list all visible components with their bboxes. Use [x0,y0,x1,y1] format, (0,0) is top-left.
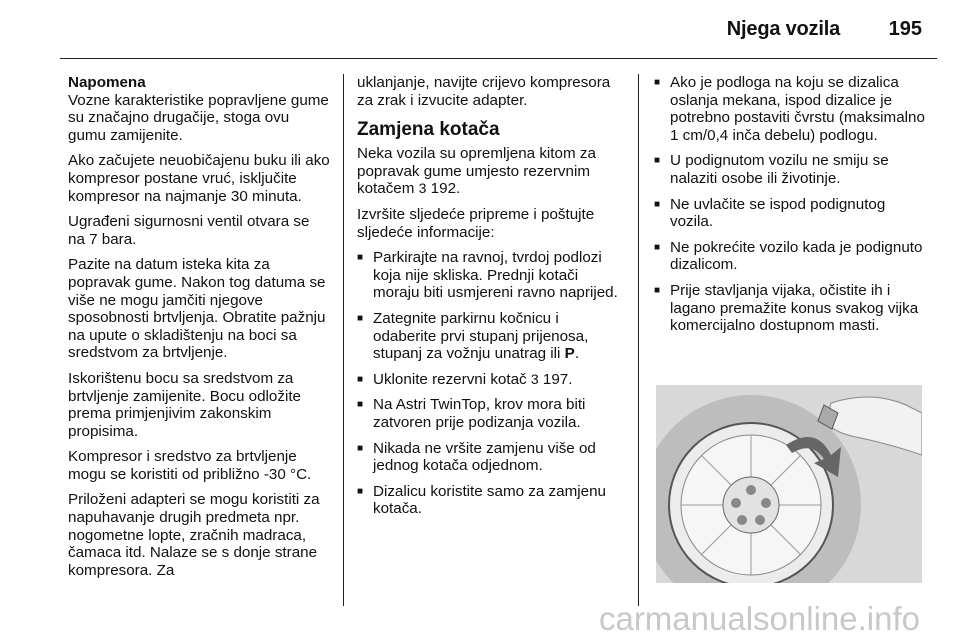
page-reference-icon: 3 [530,370,539,387]
list-item: ■ Uklonite rezervni kotač 3 197. [357,371,623,389]
gear-reverse-symbol: P [564,345,575,363]
note-paragraph: Vozne karakteristike popravljene gume su značajno drugačije, stoga ovu gumu zamijenite. [68,91,329,144]
list-item: ■ Ne pokrećite vozilo kada je podignuto dizalicom. [654,239,926,274]
paragraph: Kompresor i sredstvo za brtvljenje mogu se koristiti od približno -30 °C. [68,448,312,483]
paragraph: Ugrađeni sigurnosni ventil otvara se na 7 bara. [68,213,310,248]
intro-paragraph: Neka vozila su opremljena kitom za popravak gume umjesto rezervnim kotačem 3 192. [357,145,596,198]
paragraph: uklanjanje, navijte crijevo kompresora za zrak i izvucite adapter. [357,74,611,109]
bullet-list [357,249,623,518]
list-item: ■ Nikada ne vršite zamjenu više od jednog kotača odjednom. [357,440,623,475]
page-number: 195 [888,18,922,40]
list-item: ■ Dizalicu koristite samo za zamjenu kotača. [357,483,623,518]
column-divider-1 [343,74,344,606]
bullet-list [654,74,926,335]
list-item: ■ Prije stavljanja vijaka, očistite ih i lagano premažite konus svakog vijka komercijalno dostupnom masti. [654,282,926,335]
list-item: ■ U podignutom vozilu ne smiju se nalaziti osobe ili životinje. [654,152,926,187]
wheel-cover-removal-illustration-icon [656,385,922,583]
paragraph: Ako začujete neuobičajenu buku ili ako kompresor postane vruć, isključite kompresor na najmanje 30 minuta. [68,152,330,205]
paragraph: Pazite na datum isteka kita za popravak gume. Nakon tog datuma se više ne mogu jamčiti njegove sposobnosti brtvljenja. Obratite pažnju na upute o skladištenju na boci sa sredstvom za brtvljenje. [68,256,326,362]
section-title: Njega vozila [726,18,840,40]
list-item: ■ Zategnite parkirnu kočnicu i odaberite prvi stupanj prijenosa, stupanj za vožnju unatrag ili P. [357,310,623,363]
list-item: ■ Parkirajte na ravnoj, tvrdoj podlozi koja nije skliska. Prednji kotači moraju biti usmjereni ravno naprijed. [357,249,623,302]
paragraph: Izvršite sljedeće pripreme i poštujte sljedeće informacije: [357,205,595,241]
section-heading: Zamjena kotača [357,119,500,141]
column-1 [68,74,330,587]
page-header [0,0,960,62]
header-divider [60,58,937,59]
column-divider-2 [638,74,639,606]
page-reference[interactable]: 197. [542,370,573,388]
note-title: Napomena [68,74,146,91]
list-item: ■ Na Astri TwinTop, krov mora biti zatvoren prije podizanja vozila. [357,396,623,431]
list-item: ■ Ne uvlačite se ispod podignutog vozila. [654,196,926,231]
paragraph: Priloženi adapteri se mogu koristiti za napuhavanje drugih predmeta npr. nogometne lopte, zračnih madraca, čamaca itd. Nalaze se s donje strane kompresora. Za [68,491,320,579]
list-item: ■ Ako je podloga na koju se dizalica oslanja mekana, ispod dizalice je potrebno postaviti čvrstu (maksimalno 1 cm/0,4 inča debelu) podlogu. [654,74,926,144]
column-3 [654,74,926,343]
paragraph: Iskorištenu bocu sa sredstvom za brtvljenje zamijenite. Bocu odložite prema primjenjivim zakonskim propisima. [68,369,301,440]
column-2 [357,74,623,526]
page-reference[interactable]: 192. [430,180,461,198]
page-reference-icon: 3 [418,180,427,197]
